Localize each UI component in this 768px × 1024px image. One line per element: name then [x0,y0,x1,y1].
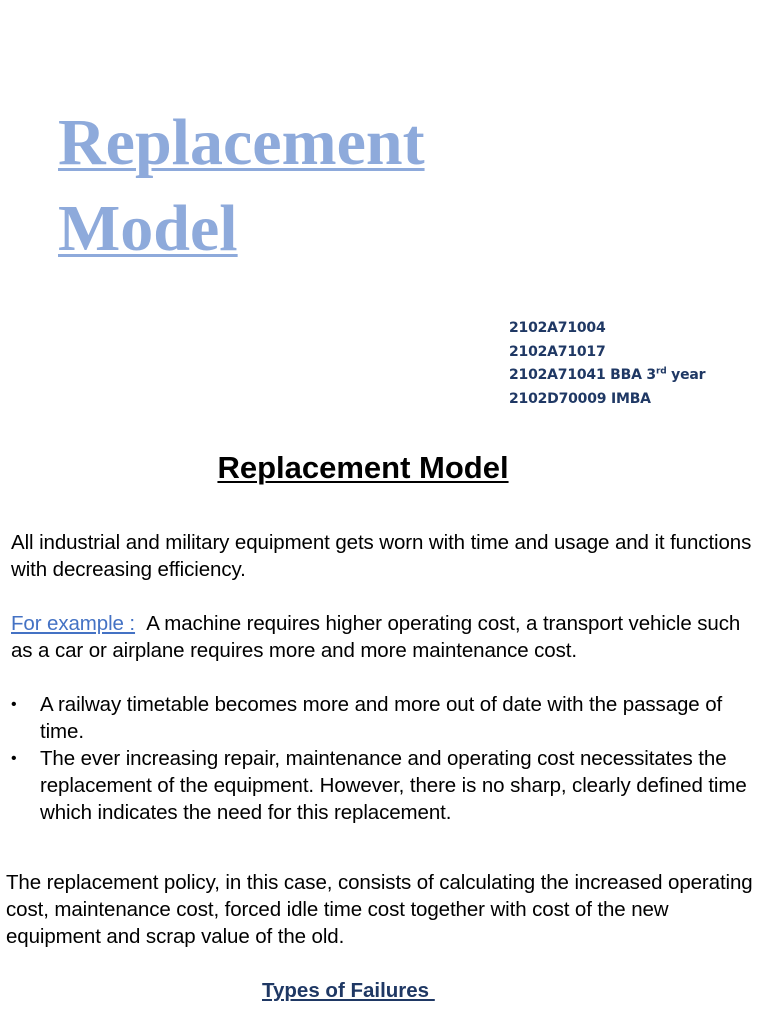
list-item-text: A railway timetable becomes more and more out of date with the passage of time. [40,693,723,743]
student-id-line: 2102A71041 BBA 3rd year [509,366,706,383]
intro-paragraph: All industrial and military equipment gets worn with time and usage and it functions with decreasing efficiency. [11,531,752,581]
student-id-line: 2102A71004 [509,320,606,336]
list-item [11,691,751,745]
bullet-list [11,691,751,826]
document-title-line-1: Replacement [58,106,425,179]
document-title-line-2: Model [58,192,238,265]
section-heading: Replacement Model [217,450,509,485]
bullet-marker: • [11,696,17,713]
list-item [11,745,751,826]
example-text: A machine requires higher operating cost, a transport vehicle such as a car or airplane requires more and more maintenance cost. [11,612,741,662]
example-label: For example : [11,612,136,635]
student-id-line: 2102D70009 IMBA [509,390,651,407]
list-item-text: The ever increasing repair, maintenance and operating cost necessitates the replacement of the equipment. However, there is no sharp, clearly defined time which indicates the need for this replacement. [40,747,747,824]
student-id-line: 2102A71017 [509,343,606,360]
document-title [58,100,578,272]
ordinal-superscript: rd [655,366,667,377]
bullet-marker: • [11,750,17,767]
policy-paragraph: The replacement policy, in this case, consists of calculating the increased operating cost, maintenance cost, forced idle time cost together with cost of the new equipment and scrap value of the old. [6,871,753,948]
types-of-failures-heading: Types of Failures [262,979,435,1002]
example-paragraph [11,610,761,664]
student-id-block [509,317,705,411]
